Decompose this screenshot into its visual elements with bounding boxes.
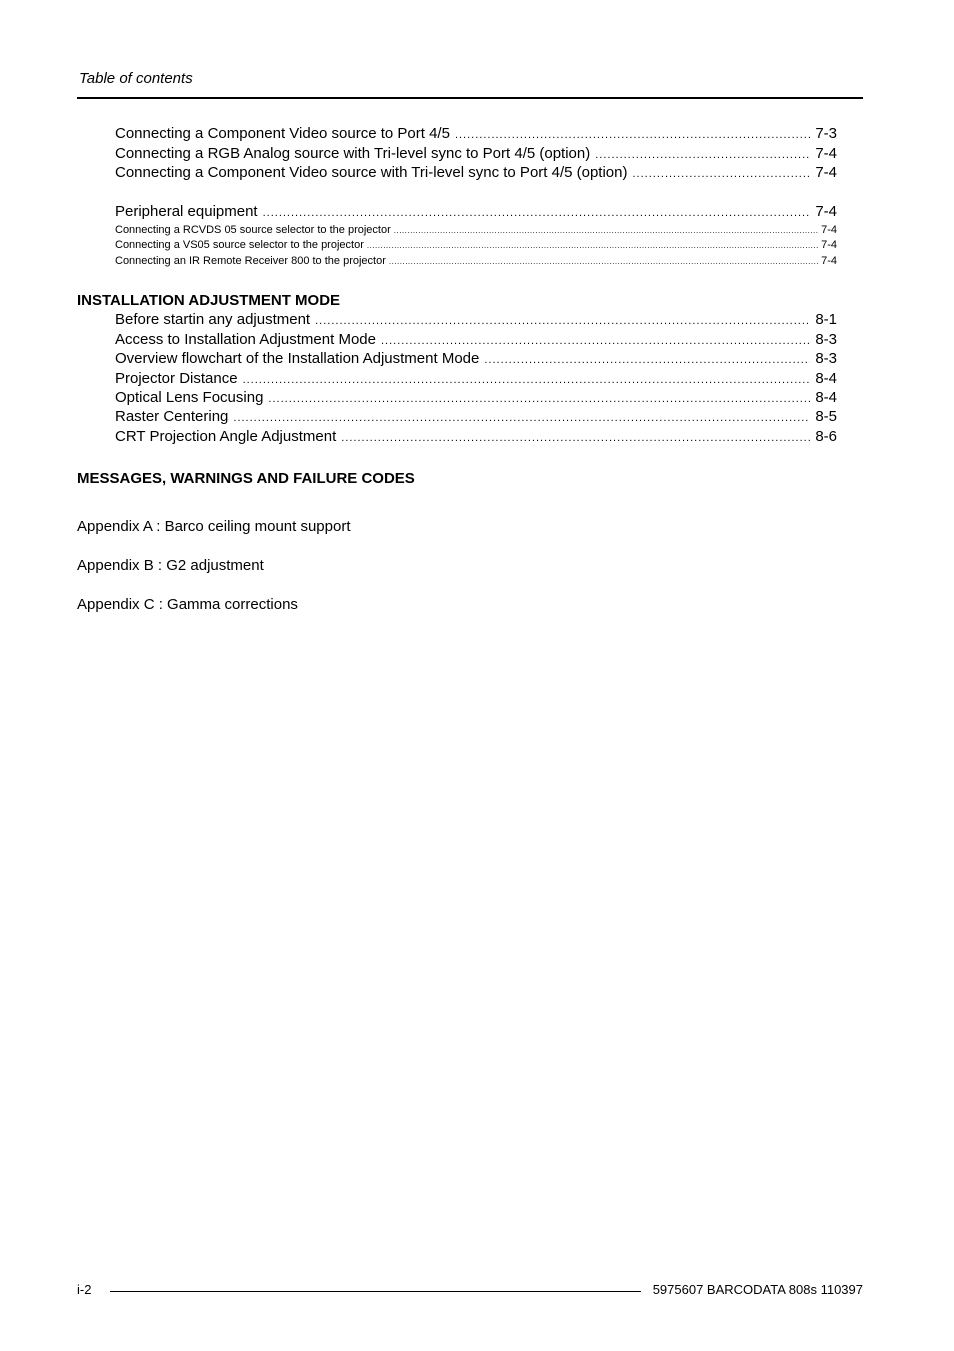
toc-entry-label: Projector Distance [115,370,238,387]
footer-document-id: 5975607 BARCODATA 808s 110397 [652,1282,863,1297]
toc-entry-label: Connecting a RCVDS 05 source selector to the projector [115,224,391,236]
footer-page-number: i-2 [77,1282,92,1297]
header-rule [77,97,863,99]
toc-entry-label: Connecting an IR Remote Receiver 800 to the projector [115,255,386,267]
toc-entry-label: Overview flowchart of the Installation Adjustment Mode [115,350,480,367]
toc-entry-page: 7-4 [821,255,837,267]
toc-subentry[interactable] [115,238,837,253]
section-heading-messages[interactable]: MESSAGES, WARNINGS AND FAILURE CODES [77,470,415,487]
section-heading-installation[interactable]: INSTALLATION ADJUSTMENT MODE [77,292,341,309]
page-header-title: Table of contents [79,70,193,87]
toc-leader-dots [263,204,811,222]
toc-entry-label: CRT Projection Angle Adjustment [115,428,337,445]
toc-entry-page: 7-4 [815,164,837,181]
toc-entry-label: Peripheral equipment [115,203,258,220]
toc-entry[interactable] [115,428,837,447]
toc-leader-dots [268,390,810,408]
toc-entry-page: 8-3 [815,350,837,367]
toc-leader-dots [381,332,810,350]
toc-entry-page: 7-4 [815,203,837,220]
toc-leader-dots [455,126,810,144]
toc-entry-label: Access to Installation Adjustment Mode [115,331,376,348]
toc-entry[interactable] [115,350,837,369]
toc-leader-dots [389,255,818,269]
toc-entry[interactable] [115,164,837,183]
appendix-c-entry[interactable]: Appendix C : Gamma corrections [77,596,298,613]
toc-leader-dots [233,409,810,427]
toc-subentry[interactable] [115,254,837,269]
footer-rule [110,1291,641,1292]
toc-entry-page: 8-4 [815,370,837,387]
appendix-b-entry[interactable]: Appendix B : G2 adjustment [77,557,264,574]
toc-entry[interactable] [115,125,837,144]
toc-entry-page: 7-3 [815,125,837,142]
toc-leader-dots [341,429,810,447]
toc-entry-page: 8-4 [815,389,837,406]
toc-entry[interactable] [115,370,837,389]
toc-entry-page: 8-5 [815,408,837,425]
toc-entry-label: Connecting a RGB Analog source with Tri-level sync to Port 4/5 (option) [115,145,591,162]
toc-leader-dots [367,239,818,253]
appendix-a-entry[interactable]: Appendix A : Barco ceiling mount support [77,518,351,535]
toc-subentry[interactable] [115,223,837,238]
toc-entry-label: Connecting a VS05 source selector to the projector [115,239,364,251]
toc-entry-label: Connecting a Component Video source with Tri-level sync to Port 4/5 (option) [115,164,628,181]
toc-entry-page: 7-4 [815,145,837,162]
toc-leader-dots [243,371,811,389]
toc-entry-label: Before startin any adjustment [115,311,311,328]
toc-entry-page: 8-6 [815,428,837,445]
toc-entry-page: 7-4 [821,224,837,236]
toc-leader-dots [315,312,810,330]
toc-entry-page: 8-3 [815,331,837,348]
toc-entry-peripheral[interactable] [115,203,837,222]
toc-entry-label: Connecting a Component Video source to Port 4/5 [115,125,450,142]
toc-entry[interactable] [115,145,837,164]
toc-entry[interactable] [115,331,837,350]
toc-entry-label: Raster Centering [115,408,229,425]
toc-entry-label: Optical Lens Focusing [115,389,264,406]
toc-entry-page: 8-1 [815,311,837,328]
toc-entry[interactable] [115,408,837,427]
toc-leader-dots [633,165,811,183]
toc-entry[interactable] [115,311,837,330]
toc-leader-dots [484,351,810,369]
toc-leader-dots [394,224,818,238]
toc-entry[interactable] [115,389,837,408]
toc-entry-page: 7-4 [821,239,837,251]
toc-leader-dots [595,146,810,164]
